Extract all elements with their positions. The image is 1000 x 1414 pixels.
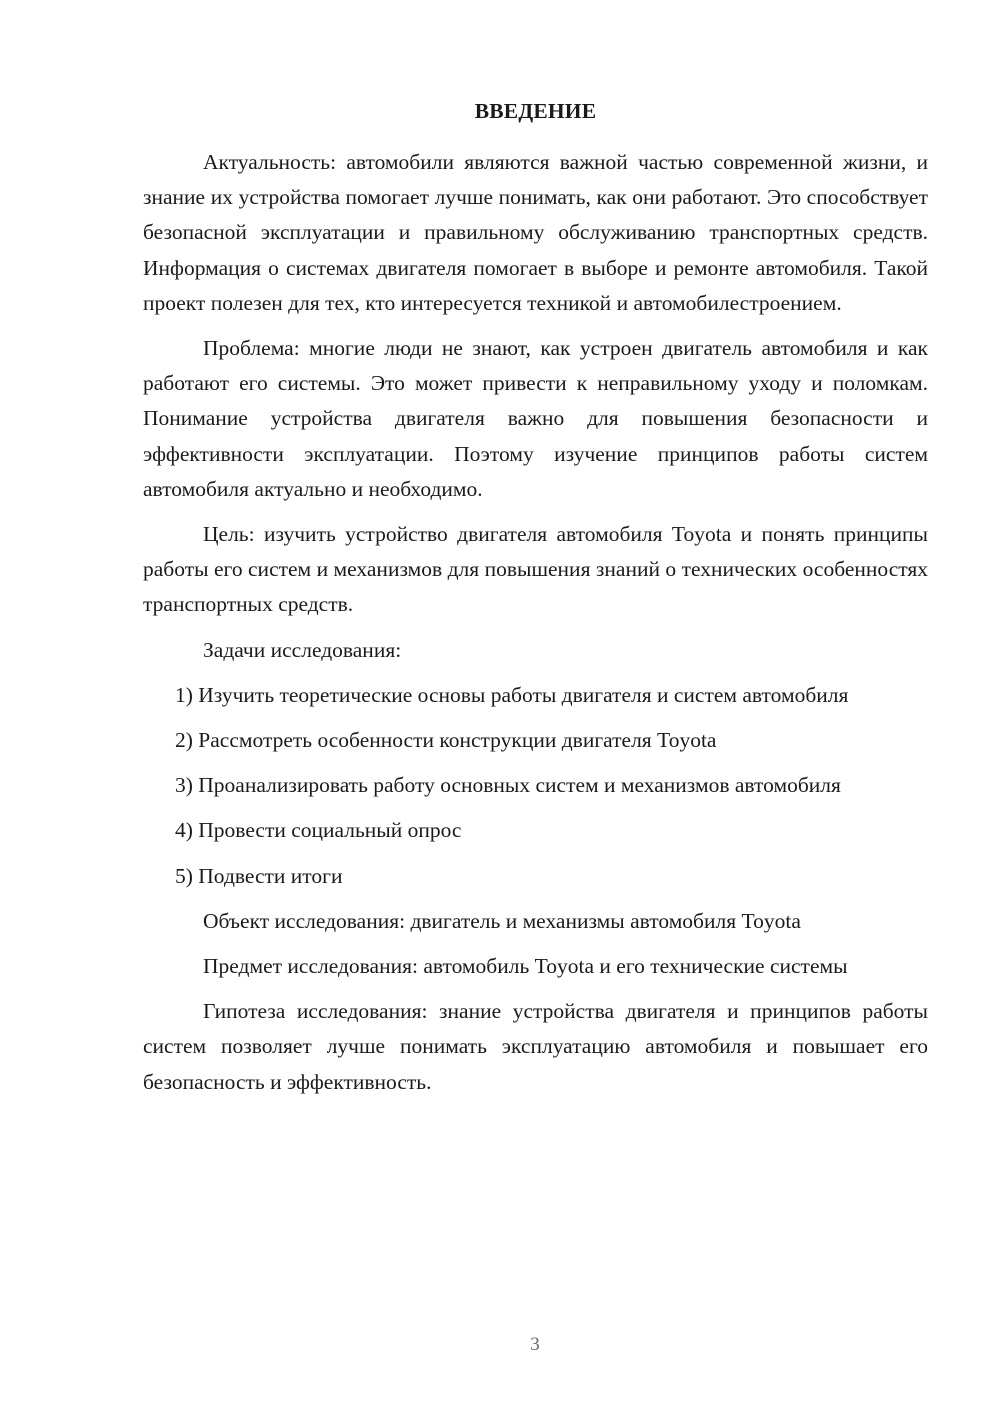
list-item-task-5: 5) Подвести итоги xyxy=(175,863,343,888)
list-item-task-3: 3) Проанализировать работу основных систем и механизмов автомобиля xyxy=(175,773,841,798)
paragraph-hypothesis: Гипотеза исследования: знание устройства двигателя и принципов работы систем позволяет лучше понимать эксплуатацию автомобиля и повышает его безопасность и эффективность. xyxy=(143,999,928,1094)
paragraph-relevance: Актуальность: автомобили являются важной частью современной жизни, и знание их устройства помогает лучше понимать, как они работают. Это способствует безопасной эксплуатации и правильному обслуживанию транспортных средств. Информация о системах двигателя помогает в выборе и ремонте автомобиля. Такой проект полезен для тех, кто интересуется техникой и автомобилестроением. xyxy=(143,150,928,315)
list-item-task-4: 4) Провести социальный опрос xyxy=(175,818,462,843)
paragraph-object: Объект исследования: двигатель и механизмы автомобиля Toyota xyxy=(203,908,801,933)
list-item-task-2: 2) Рассмотреть особенности конструкции двигателя Toyota xyxy=(175,728,717,753)
document-page xyxy=(143,96,928,1110)
page-title: ВВЕДЕНИЕ xyxy=(474,99,597,123)
paragraph-problem: Проблема: многие люди не знают, как устроен двигатель автомобиля и как работают его системы. Это может привести к неправильному уходу и поломкам. Понимание устройства двигателя важно для повышения безопасности и эффективности эксплуатации. Поэтому изучение принципов работы систем автомобиля актуально и необходимо. xyxy=(143,336,928,501)
paragraph-subject: Предмет исследования: автомобиль Toyota и его технические системы xyxy=(203,954,848,979)
page-number: 3 xyxy=(530,1334,540,1355)
list-item-task-1: 1) Изучить теоретические основы работы двигателя и систем автомобиля xyxy=(175,682,849,707)
paragraph-goal: Цель: изучить устройство двигателя автомобиля Toyota и понять принципы работы его систем и механизмов для повышения знаний о технических особенностях транспортных средств. xyxy=(143,522,928,617)
paragraph-tasks-heading: Задачи исследования: xyxy=(203,637,402,662)
